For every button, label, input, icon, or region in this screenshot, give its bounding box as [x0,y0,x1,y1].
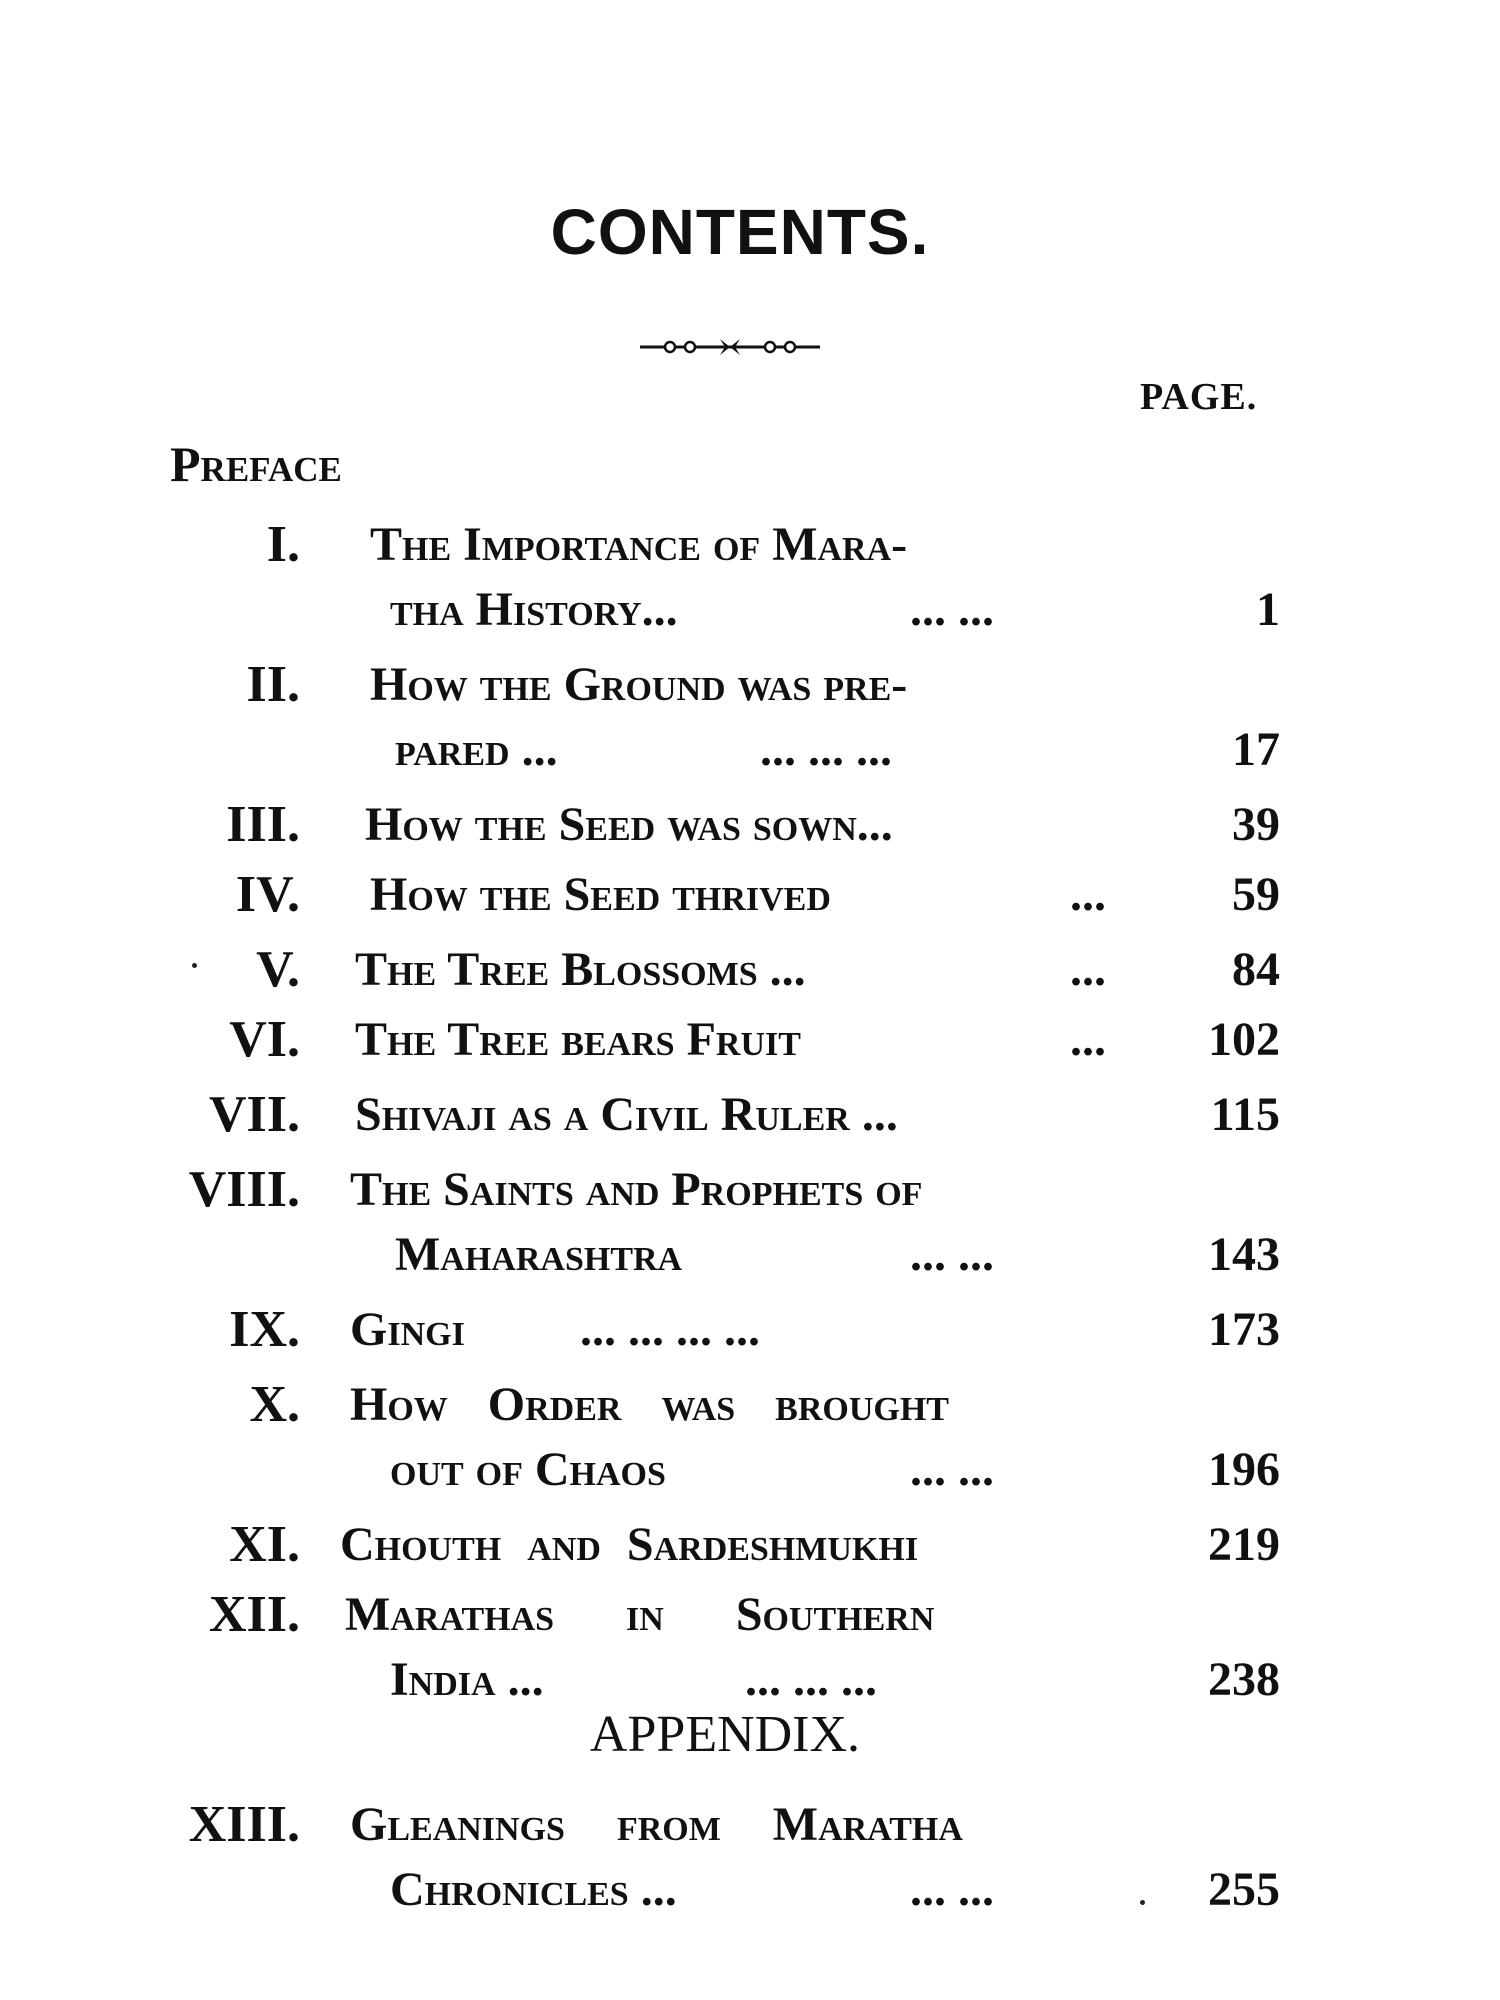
page-number: 1 [1256,583,1280,636]
leader-dots: ... ... ... ... [580,1303,760,1356]
leader-dots: ... [1070,1013,1106,1066]
page-number: 238 [1208,1653,1280,1706]
toc-entry [0,1515,1500,1575]
leader-dots: ... ... [910,583,994,636]
page-number: 143 [1208,1228,1280,1281]
chapter-title: How the Seed thrived [370,868,831,921]
leader-dots: ... ... [910,1228,994,1281]
chapter-number: X. [249,1376,300,1433]
toc-entry-continued [0,720,1500,780]
toc-entry [0,1585,1500,1645]
chapter-number: III. [226,796,300,853]
toc-entry-continued [0,1860,1500,1920]
leader-dots: ... [1070,868,1106,921]
page-number: 39 [1232,798,1280,851]
toc-entry [0,1300,1500,1360]
scan-speck [1140,1900,1145,1905]
toc-entry [0,1160,1500,1220]
page-number: 219 [1208,1518,1280,1571]
chapter-number: XI. [229,1516,300,1573]
toc-entry [0,515,1500,575]
chapter-number: VI. [229,1011,300,1068]
toc-entry-continued [0,1440,1500,1500]
page-number: 102 [1208,1013,1280,1066]
chapter-title-line2: out of Chaos [390,1443,666,1496]
toc-entry [0,1085,1500,1145]
leader-dots: ... ... ... [745,1653,877,1706]
chapter-title: Gingi [350,1303,465,1356]
chapter-title-line2: Maharashtra [395,1228,683,1281]
toc-entry [0,1375,1500,1435]
chapter-title: How the Seed was sown... [365,798,893,851]
chapter-number: IV. [235,866,300,923]
chapter-number: VIII. [188,1161,300,1218]
page-number: 17 [1232,723,1280,776]
toc-entry-continued [0,1650,1500,1710]
toc-entry-continued [0,580,1500,640]
page-number: 255 [1208,1863,1280,1916]
toc-entry-continued [0,1225,1500,1285]
leader-dots: ... ... [910,1443,994,1496]
toc-entry [0,1795,1500,1855]
toc-entry [0,940,1500,1000]
chapter-title-line1: The Saints and Prophets of [350,1163,923,1216]
chapter-number: IX. [229,1301,300,1358]
toc-entry [0,865,1500,925]
chapter-number: XII. [208,1586,300,1643]
chapter-title-line1: How Order was brought [350,1378,949,1431]
chapter-number: I. [266,516,300,573]
chapter-title: The Tree bears Fruit [355,1013,801,1066]
page-number: 173 [1208,1303,1280,1356]
chapter-title: The Tree Blossoms ... [355,943,806,996]
chapter-title: Chouth and Sardeshmukhi [340,1518,919,1571]
toc-entry [0,1010,1500,1070]
chapter-title-line1: Gleanings from Maratha [350,1798,963,1851]
appendix-heading: APPENDIX. [589,1706,861,1763]
page-number: 84 [1232,943,1280,996]
page-number: 196 [1208,1443,1280,1496]
page-number: 59 [1232,868,1280,921]
page-column-label: PAGE. [1140,376,1258,418]
leader-dots: ... [1070,943,1106,996]
preface-entry: Preface [170,436,342,492]
ornament-divider-icon [635,335,825,359]
chapter-title-line1: Marathas in Southern [345,1588,935,1641]
chapter-title: Shivaji as a Civil Ruler ... [355,1088,898,1141]
chapter-number: XIII. [188,1796,300,1853]
chapter-number: II. [246,656,300,713]
toc-entry [0,795,1500,855]
chapter-title-line2: pared ... [395,723,558,776]
leader-dots: ... ... ... [760,723,892,776]
toc-entry [0,655,1500,715]
chapter-title-line1: The Importance of Mara- [370,518,908,571]
chapter-title-line2: Chronicles ... [390,1863,677,1916]
chapter-number: VII. [208,1086,300,1143]
scan-speck [192,963,197,968]
chapter-number: V. [256,941,300,998]
leader-dots: ... ... [910,1863,994,1916]
chapter-title-line2: India ... [390,1653,544,1706]
page-title: CONTENTS. [550,196,930,268]
chapter-title-line2: tha History... [390,583,678,636]
page-number: 115 [1210,1088,1280,1141]
chapter-title-line1: How the Ground was pre- [370,658,908,711]
